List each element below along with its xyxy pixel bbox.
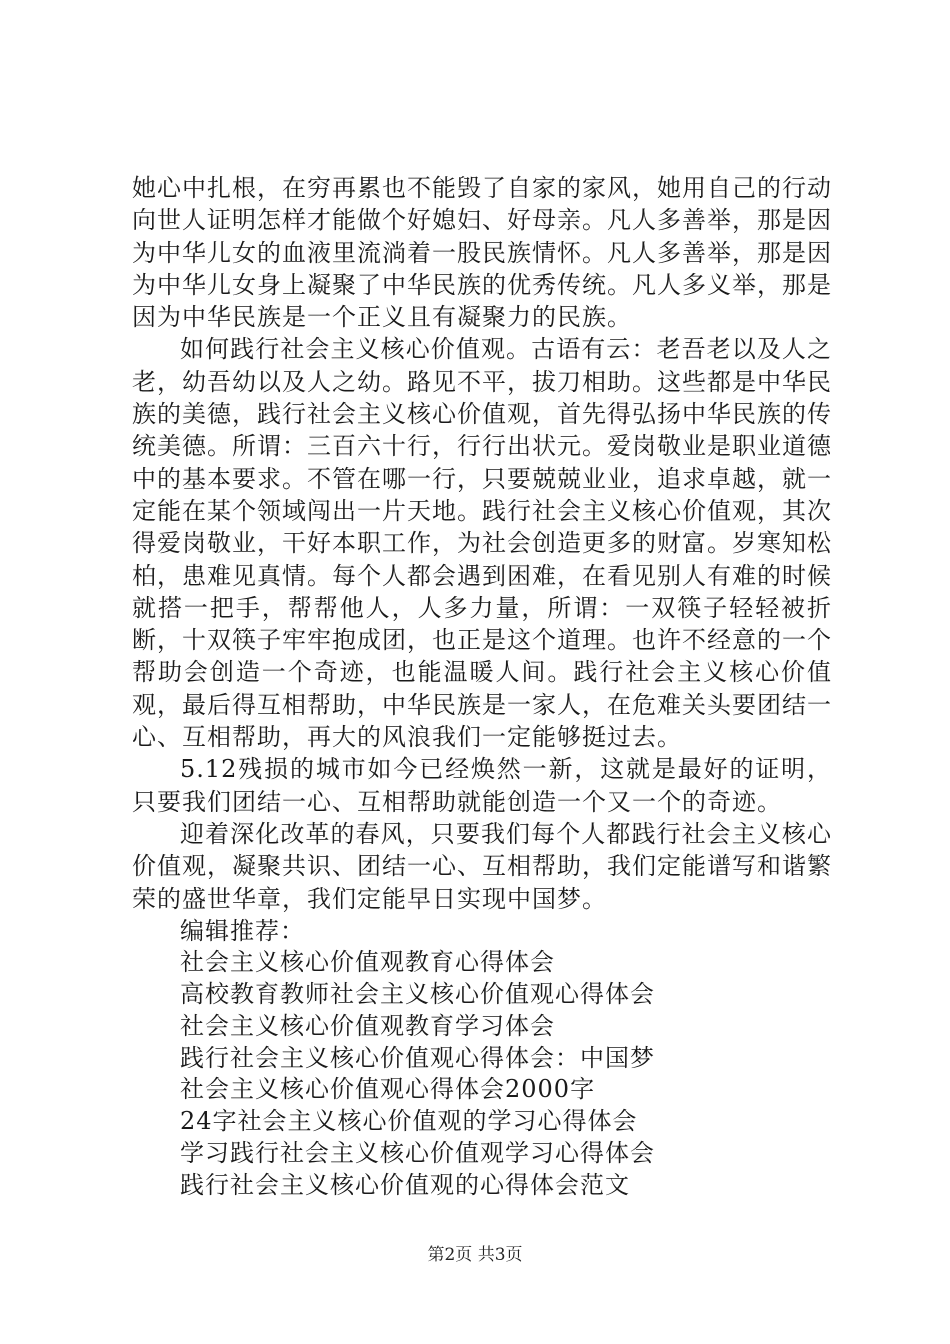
page-number-footer: 第2页 共3页 (427, 1245, 523, 1265)
recommendation-link[interactable]: 24字社会主义核心价值观的学习心得体会 (180, 1107, 638, 1136)
recommendations-heading: 编辑推荐： (180, 916, 305, 945)
recommendation-link[interactable]: 践行社会主义核心价值观心得体会：中国梦 (180, 1043, 655, 1072)
paragraph: 迎着深化改革的春风，只要我们每个人都践行社会主义核心价值观，凝聚共识、团结一心、互相帮助，我们定能谱写和谐繁荣的盛世华章，我们定能早日实现中国梦。 (132, 819, 832, 913)
recommendation-link[interactable]: 学习践行社会主义核心价值观学习心得体会 (180, 1138, 655, 1167)
editor-recommendations (132, 915, 832, 1202)
document-body (132, 172, 832, 1202)
paragraph: 5.12残损的城市如今已经焕然一新，这就是最好的证明，只要我们团结一心、互相帮助就能创造一个又一个的奇迹。 (132, 755, 832, 816)
recommendation-link[interactable]: 社会主义核心价值观教育学习体会 (180, 1011, 555, 1040)
recommendation-link[interactable]: 高校教育教师社会主义核心价值观心得体会 (180, 979, 655, 1008)
recommendation-link[interactable]: 践行社会主义核心价值观的心得体会范文 (180, 1170, 630, 1199)
recommendation-link[interactable]: 社会主义核心价值观心得体会2000字 (180, 1075, 596, 1104)
paragraph: 她心中扎根，在穷再累也不能毁了自家的家风，她用自己的行动向世人证明怎样才能做个好媳妇、好母亲。凡人多善举，那是因为中华儿女的血液里流淌着一股民族情怀。凡人多善举，那是因为中华儿女身上凝聚了中华民族的优秀传统。凡人多义举，那是因为中华民族是一个正义且有凝聚力的民族。 (132, 174, 832, 332)
paragraph: 如何践行社会主义核心价值观。古语有云：老吾老以及人之老，幼吾幼以及人之幼。路见不平，拔刀相助。这些都是中华民族的美德，践行社会主义核心价值观，首先得弘扬中华民族的传统美德。所谓：三百六十行，行行出状元。爱岗敬业是职业道德中的基本要求。不管在哪一行，只要兢兢业业，追求卓越，就一定能在某个领域闯出一片天地。践行社会主义核心价值观，其次得爱岗敬业，干好本职工作，为社会创造更多的财富。岁寒知松柏，患难见真情。每个人都会遇到困难，在看见别人有难的时候就搭一把手，帮帮他人，人多力量，所谓：一双筷子轻轻被折断，十双筷子牢牢抱成团，也正是这个道理。也许不经意的一个帮助会创造一个奇迹，也能温暖人间。践行社会主义核心价值观，最后得互相帮助，中华民族是一家人，在危难关头要团结一心、互相帮助，再大的风浪我们一定能够挺过去。 (132, 335, 832, 752)
recommendations-list (132, 947, 832, 1201)
recommendation-link[interactable]: 社会主义核心价值观教育心得体会 (180, 948, 555, 977)
